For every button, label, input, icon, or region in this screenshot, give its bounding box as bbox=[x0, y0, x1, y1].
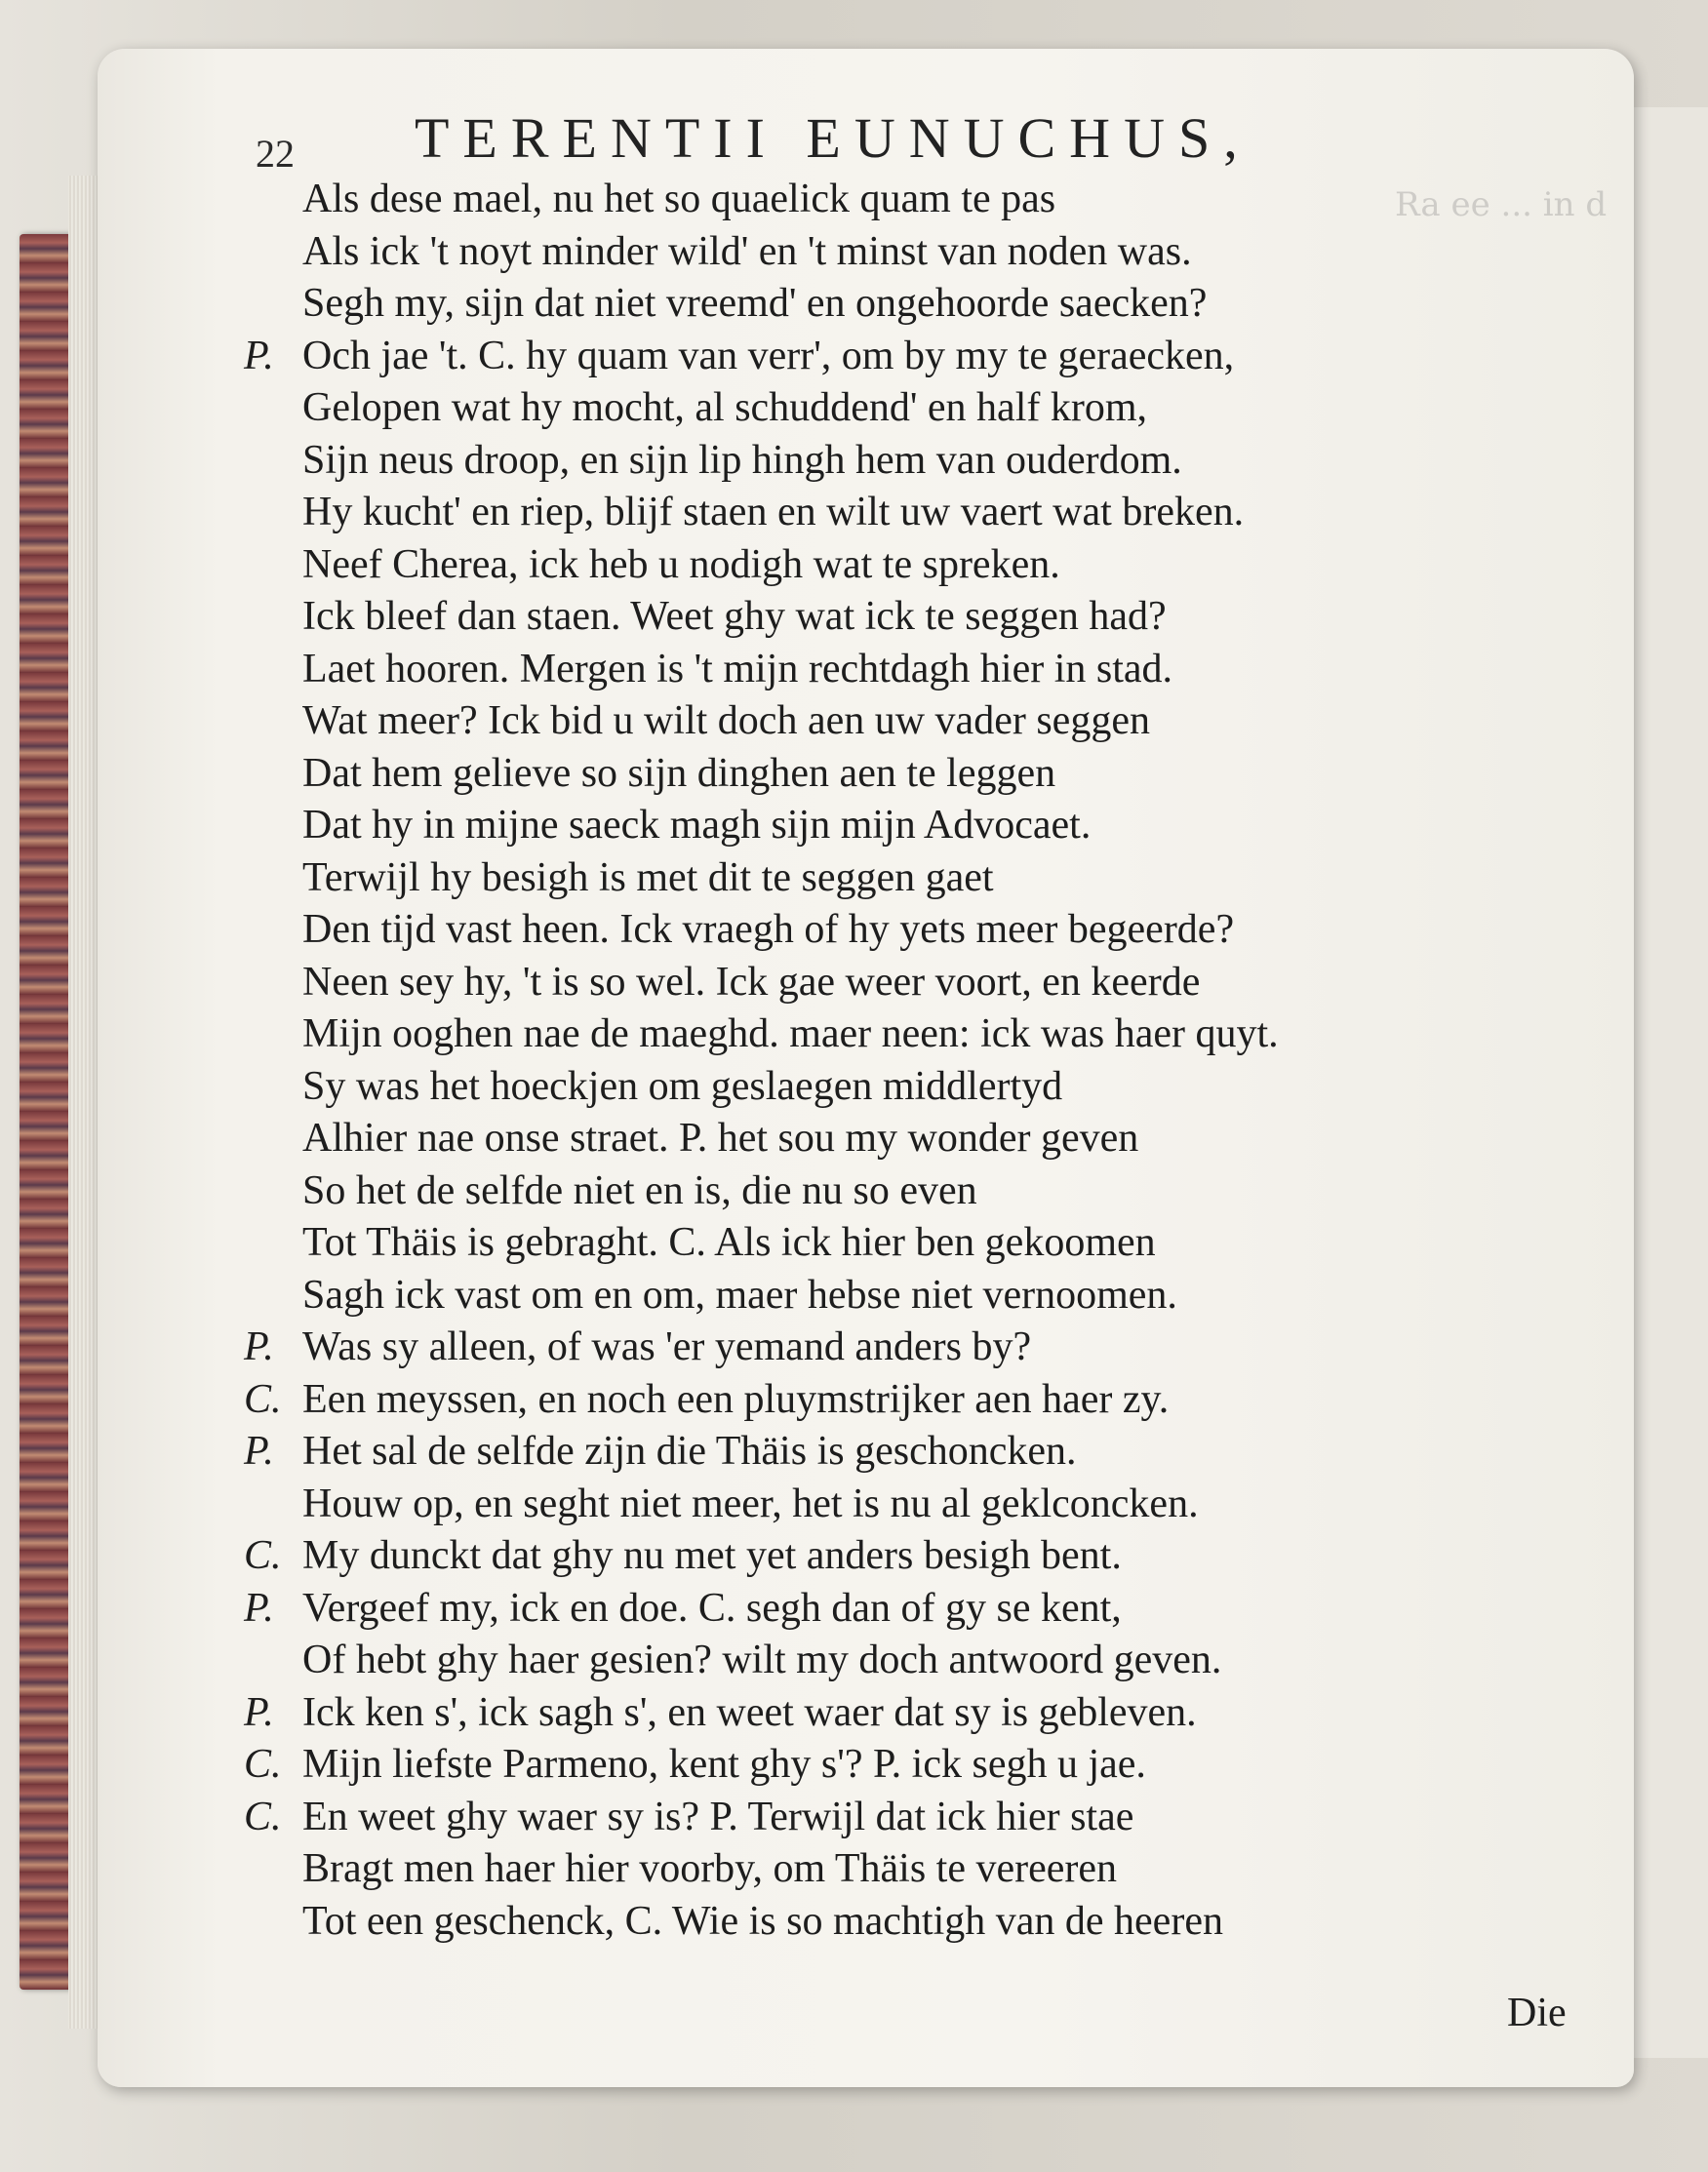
verse-line bbox=[244, 800, 1609, 852]
verse-line bbox=[244, 331, 1609, 383]
verse-text: Mijn ooghen nae de maeghd. maer neen: ick was haer quyt. bbox=[302, 1011, 1279, 1056]
verse-text: Ick bleef dan staen. Weet ghy wat ick te seggen had? bbox=[302, 594, 1167, 639]
verse-line bbox=[244, 852, 1609, 905]
verse-line bbox=[244, 1217, 1609, 1270]
verse-line bbox=[244, 1530, 1609, 1583]
verse-text: Vergeef my, ick en doe. C. segh dan of gy se kent, bbox=[302, 1585, 1122, 1631]
speaker-label: C. bbox=[244, 1376, 282, 1422]
verse-text: Houw op, en seght niet meer, het is nu al geklconcken. bbox=[302, 1481, 1199, 1526]
verse-line bbox=[244, 1270, 1609, 1323]
verse-line bbox=[244, 1792, 1609, 1844]
verse-line bbox=[244, 226, 1609, 279]
verse-line bbox=[244, 591, 1609, 644]
verse-text: Het sal de selfde zijn die Thäis is geschoncken. bbox=[302, 1429, 1077, 1474]
verse-line bbox=[244, 644, 1609, 696]
verse-line bbox=[244, 487, 1609, 539]
speaker-label: P. bbox=[244, 1324, 274, 1369]
verse-text: Segh my, sijn dat niet vreemd' en ongehoorde saecken? bbox=[302, 281, 1208, 326]
speaker-label: C. bbox=[244, 1533, 282, 1578]
speaker-label: C. bbox=[244, 1742, 282, 1787]
verse-text: Tot een geschenck, C. Wie is so machtigh van de heeren bbox=[302, 1898, 1223, 1944]
speaker-label: P. bbox=[244, 1585, 274, 1631]
verse-text: Als ick 't noyt minder wild' en 't minst van noden was. bbox=[302, 228, 1192, 274]
verse-text: Als dese mael, nu het so quaelick quam te pas bbox=[302, 177, 1056, 221]
verse-line bbox=[244, 1843, 1609, 1896]
verse-line bbox=[244, 1583, 1609, 1636]
verse-line bbox=[244, 1061, 1609, 1114]
verse-line bbox=[244, 904, 1609, 957]
verse-line bbox=[244, 1008, 1609, 1061]
verse-text: Tot Thäis is gebraght. C. Als ick hier ben gekoomen bbox=[302, 1220, 1156, 1265]
verse-line bbox=[244, 1165, 1609, 1218]
verse-text: Een meyssen, en noch een pluymstrijker aen haer zy. bbox=[302, 1376, 1170, 1422]
verse-line bbox=[244, 382, 1609, 435]
verse-text: Ick ken s', ick sagh s', en weet waer dat sy is gebleven. bbox=[302, 1689, 1197, 1735]
speaker-label: P. bbox=[244, 333, 274, 378]
verse-line bbox=[244, 695, 1609, 748]
verse-text: Wat meer? Ick bid u wilt doch aen uw vader seggen bbox=[302, 698, 1150, 743]
verse-text: Gelopen wat hy mocht, al schuddend' en half krom, bbox=[302, 385, 1148, 430]
verse-text: Neen sey hy, 't is so wel. Ick gae weer voort, en keerde bbox=[302, 959, 1201, 1005]
verse-text: Laet hooren. Mergen is 't mijn rechtdagh hier in stad. bbox=[302, 646, 1173, 691]
catchword: Die bbox=[1507, 1991, 1567, 2035]
verse-line bbox=[244, 1426, 1609, 1479]
verse-line bbox=[244, 1113, 1609, 1165]
verse-line bbox=[244, 957, 1609, 1009]
speaker-label: P. bbox=[244, 1429, 274, 1474]
verse-line bbox=[244, 1896, 1609, 1949]
verse-text: Alhier nae onse straet. P. het sou my wonder geven bbox=[302, 1116, 1139, 1161]
verse-text: Was sy alleen, of was 'er yemand anders by? bbox=[302, 1324, 1032, 1369]
verse-text: Sagh ick vast om en om, maer hebse niet vernoomen. bbox=[302, 1272, 1177, 1318]
verse-line bbox=[244, 1322, 1609, 1374]
verse-line bbox=[244, 1739, 1609, 1792]
speaker-label: P. bbox=[244, 1689, 274, 1735]
verse-text: Mijn liefste Parmeno, kent ghy s'? P. ick segh u jae. bbox=[302, 1742, 1146, 1787]
verse-line bbox=[244, 1687, 1609, 1740]
verse-text: Hy kucht' en riep, blijf staen en wilt uw vaert wat breken. bbox=[302, 490, 1245, 534]
page-number: 22 bbox=[256, 132, 295, 176]
running-head: TERENTII EUNUCHUS, bbox=[415, 106, 1251, 170]
verse-text: So het de selfde niet en is, die nu so even bbox=[302, 1167, 977, 1213]
verse-text: Och jae 't. C. hy quam van verr', om by my te geraecken, bbox=[302, 333, 1235, 378]
verse-line bbox=[244, 539, 1609, 592]
verse-text: Dat hem gelieve so sijn dinghen aen te leggen bbox=[302, 750, 1056, 796]
verse-text: Terwijl hy besigh is met dit te seggen gaet bbox=[302, 854, 994, 900]
verse-line bbox=[244, 278, 1609, 331]
verse-text: Neef Cherea, ick heb u nodigh wat te spreken. bbox=[302, 541, 1060, 587]
verse-text: Bragt men haer hier voorby, om Thäis te vereeren bbox=[302, 1846, 1118, 1891]
verse-line bbox=[244, 174, 1609, 226]
verse-line bbox=[244, 1479, 1609, 1531]
verse-text: Dat hy in mijne saeck magh sijn mijn Advocaet. bbox=[302, 803, 1092, 848]
verse-text: Den tijd vast heen. Ick vraegh of hy yets meer begeerde? bbox=[302, 907, 1235, 952]
verse-line bbox=[244, 748, 1609, 801]
verse-line bbox=[244, 435, 1609, 488]
verse-line bbox=[244, 1374, 1609, 1427]
text-block bbox=[244, 174, 1609, 1948]
verse-text: Sy was het hoeckjen om geslaegen middlertyd bbox=[302, 1063, 1063, 1109]
verse-line bbox=[244, 1635, 1609, 1687]
verse-text: My dunckt dat ghy nu met yet anders besigh bent. bbox=[302, 1533, 1122, 1578]
verse-text: Sijn neus droop, en sijn lip hingh hem van ouderdom. bbox=[302, 437, 1182, 483]
speaker-label: C. bbox=[244, 1794, 282, 1839]
verse-text: Of hebt ghy haer gesien? wilt my doch antwoord geven. bbox=[302, 1638, 1222, 1682]
show-through-text: Ra ee ... in d bbox=[1395, 185, 1608, 224]
verse-text: En weet ghy waer sy is? P. Terwijl dat ick hier stae bbox=[302, 1794, 1134, 1839]
